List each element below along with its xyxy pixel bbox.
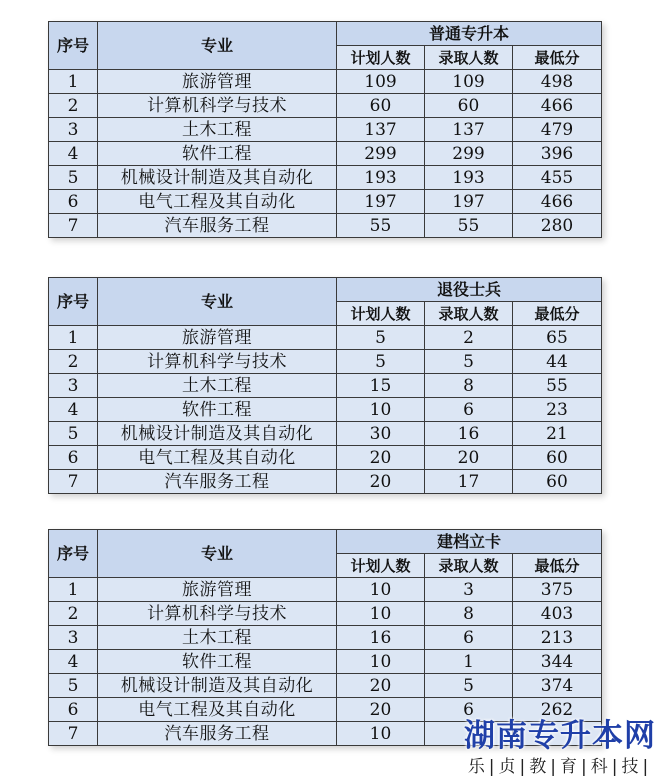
cell-plan: 20 <box>337 698 425 722</box>
cell-admitted: 6 <box>425 626 513 650</box>
cell-min-score: 213 <box>513 626 602 650</box>
cell-major: 电气工程及其自动化 <box>98 446 337 470</box>
cell-min-score: 396 <box>513 142 602 166</box>
cell-admitted: 6 <box>425 398 513 422</box>
header-category: 普通专升本 <box>337 22 602 46</box>
cell-major: 计算机科学与技术 <box>98 94 337 118</box>
cell-major: 机械设计制造及其自动化 <box>98 422 337 446</box>
admission-table-veterans <box>48 277 602 494</box>
table-row <box>49 70 602 94</box>
table-row <box>49 190 602 214</box>
table-header-row <box>49 530 602 554</box>
cell-min-score: 55 <box>513 374 602 398</box>
cell-min-score: 498 <box>513 70 602 94</box>
cell-major: 计算机科学与技术 <box>98 602 337 626</box>
header-min-score: 最低分 <box>513 46 602 70</box>
cell-plan: 16 <box>337 626 425 650</box>
cell-min-score: 466 <box>513 190 602 214</box>
header-admitted: 录取人数 <box>425 46 513 70</box>
cell-plan: 193 <box>337 166 425 190</box>
cell-min-score: 280 <box>513 214 602 238</box>
cell-plan: 10 <box>337 578 425 602</box>
cell-min-score: 60 <box>513 446 602 470</box>
header-index: 序号 <box>49 530 98 578</box>
cell-plan: 60 <box>337 94 425 118</box>
cell-major: 软件工程 <box>98 650 337 674</box>
cell-min-score: 65 <box>513 326 602 350</box>
header-category: 退役士兵 <box>337 278 602 302</box>
cell-admitted: 5 <box>425 674 513 698</box>
cell-index: 5 <box>49 674 98 698</box>
cell-admitted: 16 <box>425 422 513 446</box>
cell-major: 电气工程及其自动化 <box>98 698 337 722</box>
table-row <box>49 374 602 398</box>
cell-admitted: 137 <box>425 118 513 142</box>
header-major: 专业 <box>98 278 337 326</box>
cell-min-score: 60 <box>513 470 602 494</box>
cell-min-score: 403 <box>513 602 602 626</box>
cell-major: 旅游管理 <box>98 326 337 350</box>
table-row <box>49 626 602 650</box>
cell-admitted: 8 <box>425 374 513 398</box>
table-row <box>49 350 602 374</box>
cell-plan: 30 <box>337 422 425 446</box>
cell-min-score: 455 <box>513 166 602 190</box>
header-index: 序号 <box>49 278 98 326</box>
header-admitted: 录取人数 <box>425 554 513 578</box>
cell-admitted: 20 <box>425 446 513 470</box>
cell-admitted: 55 <box>425 214 513 238</box>
cell-index: 6 <box>49 446 98 470</box>
cell-plan: 55 <box>337 214 425 238</box>
cell-index: 1 <box>49 326 98 350</box>
cell-admitted: 8 <box>425 602 513 626</box>
cell-index: 4 <box>49 650 98 674</box>
cell-min-score: 479 <box>513 118 602 142</box>
table-row <box>49 650 602 674</box>
cell-index: 4 <box>49 142 98 166</box>
admission-table-regular <box>48 21 602 238</box>
cell-index: 2 <box>49 602 98 626</box>
watermark-title: 湖南专升本网 <box>464 718 656 754</box>
header-major: 专业 <box>98 530 337 578</box>
cell-index: 3 <box>49 626 98 650</box>
cell-index: 7 <box>49 722 98 746</box>
cell-plan: 15 <box>337 374 425 398</box>
cell-admitted: 60 <box>425 94 513 118</box>
cell-admitted: 3 <box>425 578 513 602</box>
cell-index: 4 <box>49 398 98 422</box>
admission-table-poverty-registered <box>48 529 602 746</box>
cell-plan: 10 <box>337 722 425 746</box>
cell-index: 6 <box>49 698 98 722</box>
cell-index: 7 <box>49 214 98 238</box>
cell-major: 电气工程及其自动化 <box>98 190 337 214</box>
table-row <box>49 214 602 238</box>
cell-min-score: 374 <box>513 674 602 698</box>
header-index: 序号 <box>49 22 98 70</box>
cell-index: 5 <box>49 166 98 190</box>
table-row <box>49 166 602 190</box>
cell-major: 汽车服务工程 <box>98 214 337 238</box>
header-category: 建档立卡 <box>337 530 602 554</box>
site-watermark <box>462 717 658 781</box>
cell-min-score: 344 <box>513 650 602 674</box>
cell-admitted: 2 <box>425 326 513 350</box>
cell-major: 软件工程 <box>98 142 337 166</box>
cell-plan: 10 <box>337 650 425 674</box>
cell-admitted: 109 <box>425 70 513 94</box>
cell-major: 汽车服务工程 <box>98 470 337 494</box>
cell-index: 3 <box>49 118 98 142</box>
cell-plan: 5 <box>337 326 425 350</box>
table-header-row <box>49 278 602 302</box>
cell-admitted: 299 <box>425 142 513 166</box>
cell-index: 1 <box>49 70 98 94</box>
table-row <box>49 94 602 118</box>
table-row <box>49 602 602 626</box>
cell-plan: 299 <box>337 142 425 166</box>
cell-plan: 20 <box>337 446 425 470</box>
table-row <box>49 398 602 422</box>
cell-major: 软件工程 <box>98 398 337 422</box>
cell-index: 2 <box>49 350 98 374</box>
header-major: 专业 <box>98 22 337 70</box>
watermark-subtitle: 乐|贞|教|育|科|技| <box>467 757 653 777</box>
header-admitted: 录取人数 <box>425 302 513 326</box>
cell-admitted: 1 <box>425 650 513 674</box>
cell-admitted: 17 <box>425 470 513 494</box>
cell-index: 6 <box>49 190 98 214</box>
cell-min-score: 375 <box>513 578 602 602</box>
cell-min-score: 466 <box>513 94 602 118</box>
cell-plan: 10 <box>337 398 425 422</box>
cell-major: 土木工程 <box>98 626 337 650</box>
cell-admitted: 6 <box>425 698 513 722</box>
table-row <box>49 422 602 446</box>
cell-major: 汽车服务工程 <box>98 722 337 746</box>
cell-index: 2 <box>49 94 98 118</box>
cell-index: 1 <box>49 578 98 602</box>
table-header-row <box>49 22 602 46</box>
table-row <box>49 470 602 494</box>
table-row <box>49 578 602 602</box>
header-plan: 计划人数 <box>337 302 425 326</box>
header-plan: 计划人数 <box>337 554 425 578</box>
table-row <box>49 118 602 142</box>
header-min-score: 最低分 <box>513 302 602 326</box>
cell-plan: 137 <box>337 118 425 142</box>
cell-major: 旅游管理 <box>98 70 337 94</box>
cell-major: 土木工程 <box>98 374 337 398</box>
cell-admitted: 193 <box>425 166 513 190</box>
cell-min-score: 262 <box>513 698 602 722</box>
table-row <box>49 326 602 350</box>
cell-admitted: 5 <box>425 350 513 374</box>
cell-index: 3 <box>49 374 98 398</box>
header-min-score: 最低分 <box>513 554 602 578</box>
cell-plan: 20 <box>337 674 425 698</box>
header-plan: 计划人数 <box>337 46 425 70</box>
table-row <box>49 674 602 698</box>
cell-admitted: 197 <box>425 190 513 214</box>
cell-index: 5 <box>49 422 98 446</box>
cell-major: 旅游管理 <box>98 578 337 602</box>
cell-major: 机械设计制造及其自动化 <box>98 674 337 698</box>
cell-major: 计算机科学与技术 <box>98 350 337 374</box>
cell-min-score: 44 <box>513 350 602 374</box>
cell-plan: 10 <box>337 602 425 626</box>
cell-plan: 197 <box>337 190 425 214</box>
cell-major: 机械设计制造及其自动化 <box>98 166 337 190</box>
table-row <box>49 142 602 166</box>
cell-plan: 20 <box>337 470 425 494</box>
table-row <box>49 446 602 470</box>
cell-index: 7 <box>49 470 98 494</box>
cell-plan: 5 <box>337 350 425 374</box>
cell-min-score: 23 <box>513 398 602 422</box>
cell-min-score: 21 <box>513 422 602 446</box>
cell-plan: 109 <box>337 70 425 94</box>
cell-major: 土木工程 <box>98 118 337 142</box>
